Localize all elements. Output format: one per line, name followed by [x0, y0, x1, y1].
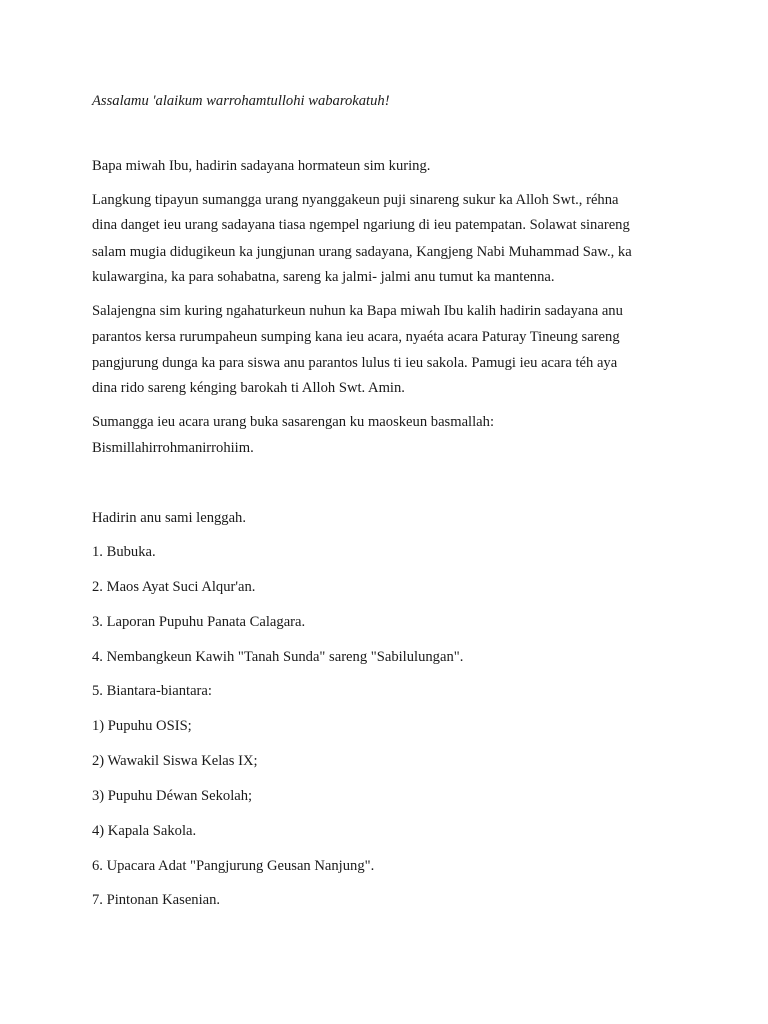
agenda-item: 2. Maos Ayat Suci Alqur'an. [92, 579, 256, 595]
agenda-item: 1. Bubuka. [92, 544, 156, 560]
agenda-item: 3. Laporan Pupuhu Panata Calagara. [92, 614, 306, 630]
agenda-item: 6. Upacara Adat "Pangjurung Geusan Nanjung". [92, 858, 375, 874]
speech-item: 1) Pupuhu OSIS; [92, 718, 192, 734]
greeting-line: Assalamu 'alaikum warrohamtullohi wabarokatuh! [92, 93, 390, 109]
agenda-item: 5. Biantara-biantara: [92, 683, 212, 699]
agenda-item: 4. Nembangkeun Kawih "Tanah Sunda" sareng "Sabilulungan". [92, 649, 464, 665]
agenda-item: 7. Pintonan Kasenian. [92, 892, 221, 908]
paragraph-3-line-1: Sumangga ieu acara urang buka sasarengan ku maoskeun basmallah: [92, 414, 494, 430]
paragraph-1-line-4: kulawargina, ka para sohabatna, sareng ka jalmi- jalmi anu tumut ka mantenna. [92, 269, 555, 285]
paragraph-2-line-4: dina rido sareng kénging barokah ti Alloh Swt. Amin. [92, 380, 405, 396]
salutation-line: Bapa miwah Ibu, hadirin sadayana hormateun sim kuring. [92, 158, 431, 174]
paragraph-3-line-2: Bismillahirrohmanirrohiim. [92, 440, 254, 456]
speech-item: 4) Kapala Sakola. [92, 823, 197, 839]
speech-item: 2) Wawakil Siswa Kelas IX; [92, 753, 258, 769]
paragraph-2-line-1: Salajengna sim kuring ngahaturkeun nuhun ka Bapa miwah Ibu kalih hadirin sadayana anu [92, 303, 623, 319]
paragraph-2-line-2: parantos kersa rurumpaheun sumping kana ieu acara, nyaéta acara Paturay Tineung sareng [92, 329, 620, 345]
paragraph-2-line-3: pangjurung dunga ka para siswa anu parantos lulus ti ieu sakola. Pamugi ieu acara téh aya [92, 355, 618, 371]
paragraph-1-line-1: Langkung tipayun sumangga urang nyanggakeun puji sinareng sukur ka Alloh Swt., réhna [92, 192, 619, 208]
speech-item: 3) Pupuhu Déwan Sekolah; [92, 788, 253, 804]
agenda-intro: Hadirin anu sami lenggah. [92, 510, 247, 526]
paragraph-1-line-2: dina danget ieu urang sadayana tiasa ngempel ngariung di ieu patempatan. Solawat sinareng [92, 217, 630, 233]
paragraph-1-line-3: salam mugia didugikeun ka jungjunan urang sadayana, Kangjeng Nabi Muhammad Saw., ka [92, 244, 632, 260]
